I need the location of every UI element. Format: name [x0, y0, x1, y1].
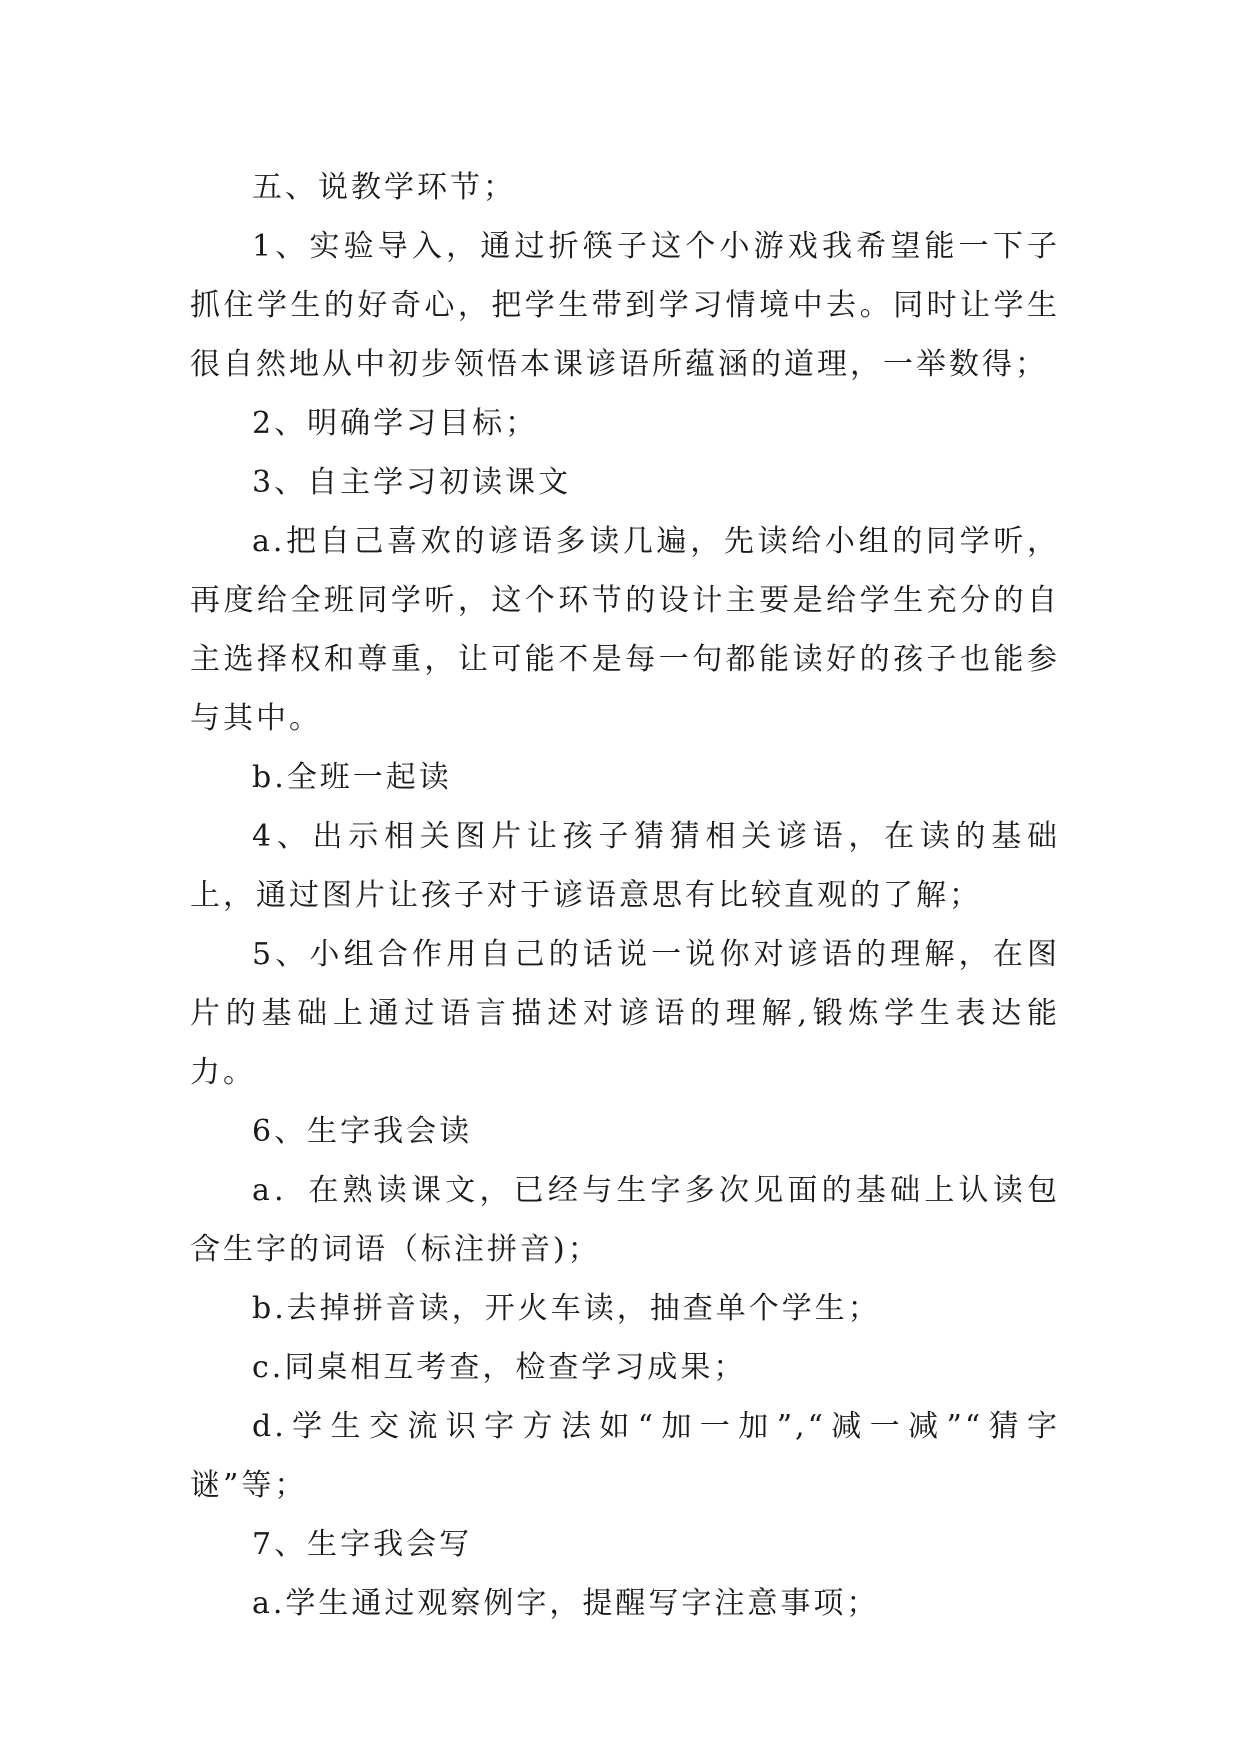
paragraph: 1、实验导入，通过折筷子这个小游戏我希望能一下子抓住学生的好奇心，把学生带到学习情境中去。同时让学生很自然地从中初步领悟本课谚语所蕴涵的道理，一举数得；	[190, 229, 1060, 382]
paragraph: 4、出示相关图片让孩子猜猜相关谚语，在读的基础上，通过图片让孩子对于谚语意思有比较直观的了解；	[190, 819, 1060, 913]
section-heading: 五、说教学环节；	[252, 170, 516, 205]
paragraph: d.学生交流识字方法如“加一加”,“减一减”“猜字谜”等；	[190, 1409, 1060, 1503]
paragraph: c.同桌相互考查，检查学习成果；	[252, 1350, 747, 1385]
document-body	[190, 158, 1060, 1633]
paragraph: 3、自主学习初读课文	[252, 465, 572, 500]
paragraph: 2、明确学习目标；	[252, 406, 539, 441]
paragraph: 5、小组合作用自己的话说一说你对谚语的理解，在图片的基础上通过语言描述对谚语的理解,锻炼学生表达能力。	[190, 937, 1060, 1090]
paragraph: a.把自己喜欢的谚语多读几遍，先读给小组的同学听，再度给全班同学听，这个环节的设计主要是给学生充分的自主选择权和尊重，让可能不是每一句都能读好的孩子也能参与其中。	[190, 524, 1060, 736]
paragraph: b.全班一起读	[252, 760, 452, 795]
paragraph: b.去掉拼音读，开火车读，抽查单个学生；	[252, 1291, 881, 1326]
paragraph: a.学生通过观察例字，提醒写字注意事项；	[252, 1586, 880, 1621]
paragraph: a．在熟读课文，已经与生字多次见面的基础上认读包含生字的词语（标注拼音)；	[190, 1173, 1060, 1267]
paragraph: 7、生字我会写	[252, 1527, 473, 1562]
paragraph: 6、生字我会读	[252, 1114, 473, 1149]
